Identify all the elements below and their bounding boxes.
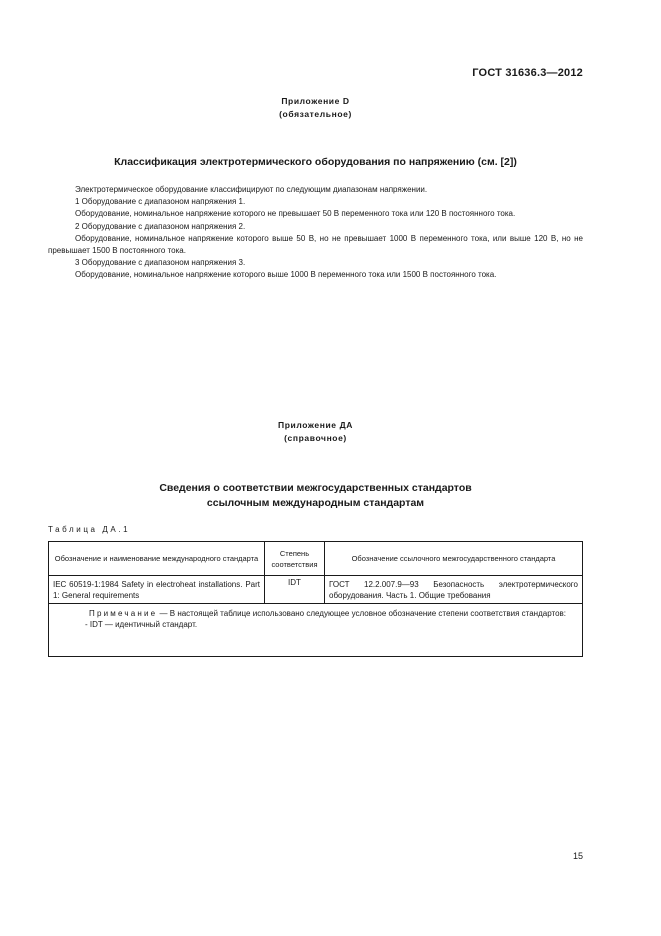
column-header-international: Обозначение и наименование международного стандарта <box>49 542 265 576</box>
note-label: Примечание <box>89 609 158 618</box>
appendix-d-heading: Классификация электротермического оборудования по напряжению (см. [2]) <box>114 156 517 168</box>
page-number: 15 <box>572 851 583 861</box>
paragraph: Оборудование, номинальное напряжение которого выше 50 В, но не превышает 1000 В переменного тока, или выше 120 В, но не превышает 1500 В постоянного тока. <box>48 233 583 256</box>
table-caption: Таблица ДА.1 <box>48 525 131 534</box>
appendix-da-label <box>48 419 583 445</box>
appendix-da-heading-line1: Сведения о соответствии межгосударственных стандартов <box>159 482 472 494</box>
correspondence-table <box>48 541 583 657</box>
note-text <box>53 608 578 619</box>
table-note <box>49 604 583 657</box>
paragraph: 2 Оборудование с диапазоном напряжения 2. <box>75 221 246 231</box>
table-note-row <box>49 604 583 657</box>
appendix-d-body <box>48 184 583 282</box>
paragraph: Оборудование, номинальное напряжение которого не превышает 50 В переменного тока или 120 В постоянного тока. <box>75 209 516 219</box>
cell-international-standard: IEC 60519-1:1984 Safety in electroheat installations. Part 1: General requirements <box>49 576 265 604</box>
column-header-degree: Степень соответствия <box>265 542 325 576</box>
appendix-da-status: (справочное) <box>284 433 347 443</box>
paragraph: Оборудование, номинальное напряжение которого выше 1000 В переменного тока или 1500 В постоянного тока. <box>75 270 497 280</box>
appendix-d-label <box>48 95 583 121</box>
appendix-da-heading <box>48 481 583 511</box>
note-body: — В настоящей таблице использовано следующее условное обозначение степени соответствия стандартов: <box>157 609 566 618</box>
appendix-d-status: (обязательное) <box>279 109 352 119</box>
appendix-d-title: Приложение D <box>281 96 350 106</box>
note-item: - IDT — идентичный стандарт. <box>85 620 198 629</box>
standard-designation: ГОСТ 31636.3—2012 <box>472 67 583 79</box>
appendix-da-heading-line2: ссылочным международным стандартам <box>206 497 425 509</box>
table-header-row <box>49 542 583 576</box>
cell-degree: IDT <box>265 576 325 604</box>
appendix-da-title: Приложение ДА <box>278 420 353 430</box>
paragraph: 1 Оборудование с диапазоном напряжения 1. <box>75 197 246 207</box>
table-row <box>49 576 583 604</box>
cell-interstate-standard: ГОСТ 12.2.007.9—93 Безопасность электротермического оборудования. Часть 1. Общие требования <box>325 576 583 604</box>
column-header-interstate: Обозначение ссылочного межгосударственного стандарта <box>325 542 583 576</box>
paragraph: 3 Оборудование с диапазоном напряжения 3. <box>75 258 246 268</box>
paragraph: Электротермическое оборудование классифицируют по следующим диапазонам напряжении. <box>75 185 428 194</box>
